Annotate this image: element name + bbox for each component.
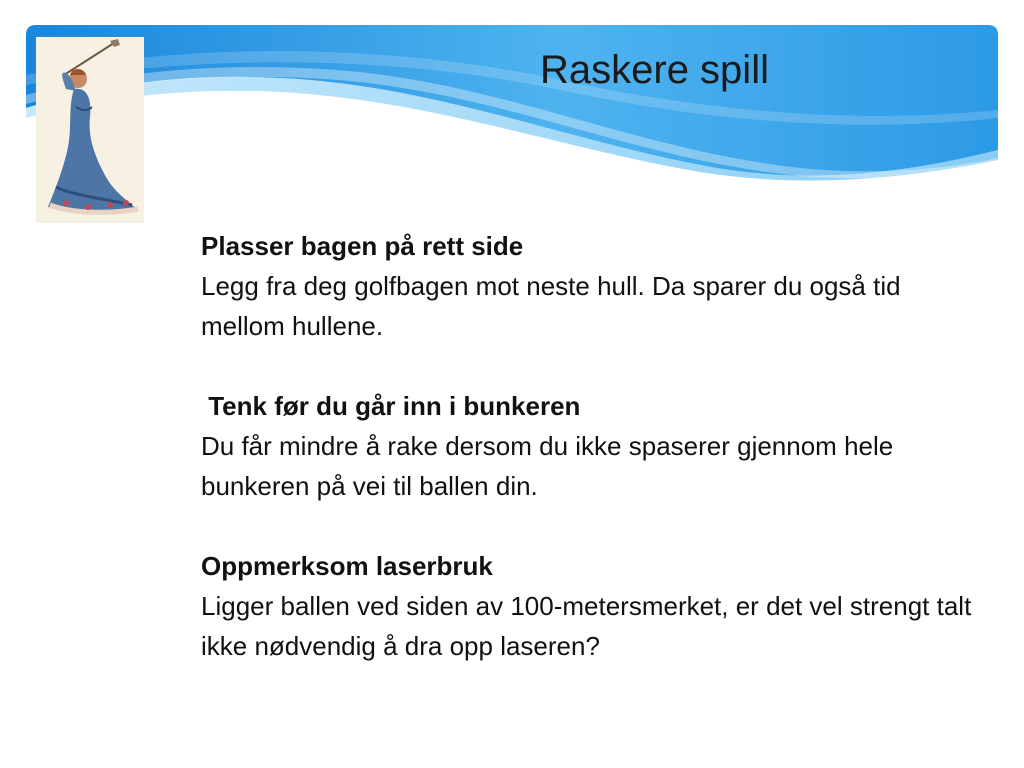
slide-body <box>201 226 991 666</box>
tip-section <box>201 226 991 346</box>
tip-section <box>201 386 991 506</box>
wave-banner <box>0 0 1024 200</box>
tip-heading: Plasser bagen på rett side <box>201 231 524 261</box>
golfer-illustration <box>36 37 144 223</box>
tip-heading: Tenk før du går inn i bunkeren <box>201 391 581 421</box>
tip-text: Ligger ballen ved siden av 100-metersmerket, er det vel strengt talt ikke nødvendig å dra opp laseren? <box>201 591 972 661</box>
slide-title: Raskere spill <box>540 48 769 92</box>
tip-section <box>201 546 991 666</box>
tip-text: Du får mindre å rake dersom du ikke spaserer gjennom hele bunkeren på vei til ballen din. <box>201 431 894 501</box>
tip-heading: Oppmerksom laserbruk <box>201 551 493 581</box>
tip-text: Legg fra deg golfbagen mot neste hull. Da sparer du også tid mellom hullene. <box>201 271 901 341</box>
